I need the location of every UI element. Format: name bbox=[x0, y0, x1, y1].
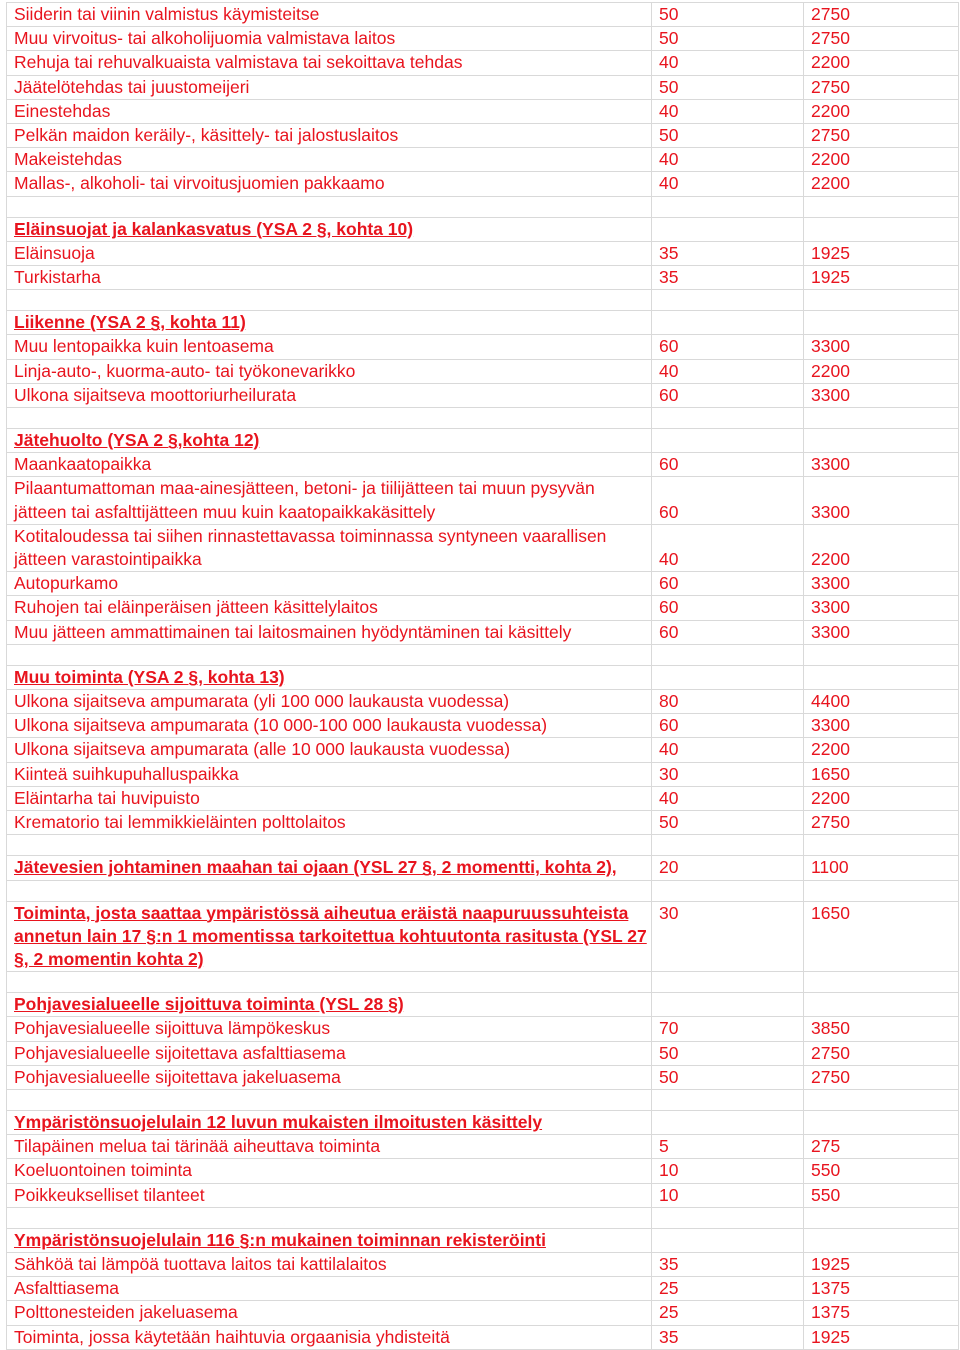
fee-hours-value: 50 bbox=[652, 1065, 804, 1089]
fee-euro-value: 2200 bbox=[804, 148, 959, 172]
spacer-row bbox=[7, 1207, 959, 1228]
activity-label: Pohjavesialueelle sijoitettava jakeluasema bbox=[7, 1065, 652, 1089]
spacer-cell bbox=[7, 644, 652, 665]
spacer-cell bbox=[804, 644, 959, 665]
section-heading: Liikenne (YSA 2 §, kohta 11) bbox=[7, 311, 652, 335]
spacer-cell bbox=[804, 1207, 959, 1228]
table-row bbox=[7, 75, 959, 99]
fee-euro-value bbox=[804, 1228, 959, 1252]
table-row bbox=[7, 359, 959, 383]
fee-hours-value: 60 bbox=[652, 714, 804, 738]
activity-label: Maankaatopaikka bbox=[7, 453, 652, 477]
spacer-cell bbox=[7, 196, 652, 217]
section-heading: Muu toiminta (YSA 2 §, kohta 13) bbox=[7, 665, 652, 689]
fee-euro-value: 3300 bbox=[804, 714, 959, 738]
section-heading-row bbox=[7, 429, 959, 453]
fee-hours-value: 10 bbox=[652, 1159, 804, 1183]
spacer-cell bbox=[652, 835, 804, 856]
spacer-cell bbox=[652, 880, 804, 901]
fee-euro-value bbox=[804, 993, 959, 1017]
fee-euro-value: 2750 bbox=[804, 75, 959, 99]
spacer-row bbox=[7, 408, 959, 429]
fee-hours-value: 40 bbox=[652, 786, 804, 810]
table-row bbox=[7, 524, 959, 571]
fee-hours-value: 50 bbox=[652, 3, 804, 27]
fee-hours-value: 25 bbox=[652, 1277, 804, 1301]
fee-hours-value: 70 bbox=[652, 1017, 804, 1041]
table-row bbox=[7, 1183, 959, 1207]
fee-hours-value: 50 bbox=[652, 75, 804, 99]
fee-euro-value bbox=[804, 217, 959, 241]
table-row bbox=[7, 124, 959, 148]
fee-euro-value: 1650 bbox=[804, 901, 959, 972]
table-row bbox=[7, 1252, 959, 1276]
activity-label: Pohjavesialueelle sijoittuva lämpökeskus bbox=[7, 1017, 652, 1041]
section-heading: Ympäristönsuojelulain 12 luvun mukaisten ilmoitusten käsittely bbox=[7, 1110, 652, 1134]
activity-label: Einestehdas bbox=[7, 99, 652, 123]
fee-hours-value: 35 bbox=[652, 1325, 804, 1349]
section-heading: Ympäristönsuojelulain 116 §:n mukainen toiminnan rekisteröinti bbox=[7, 1228, 652, 1252]
spacer-cell bbox=[7, 408, 652, 429]
spacer-cell bbox=[652, 290, 804, 311]
table-row bbox=[7, 714, 959, 738]
table-row bbox=[7, 477, 959, 524]
spacer-cell bbox=[804, 880, 959, 901]
fee-euro-value: 2200 bbox=[804, 524, 959, 571]
table-row bbox=[7, 266, 959, 290]
fee-hours-value: 40 bbox=[652, 359, 804, 383]
activity-label: Sähköä tai lämpöä tuottava laitos tai kattilalaitos bbox=[7, 1252, 652, 1276]
table-row bbox=[7, 1017, 959, 1041]
fee-euro-value: 1375 bbox=[804, 1301, 959, 1325]
fee-hours-value: 60 bbox=[652, 453, 804, 477]
fee-euro-value: 1925 bbox=[804, 1252, 959, 1276]
fee-euro-value: 3300 bbox=[804, 596, 959, 620]
fee-hours-value: 40 bbox=[652, 738, 804, 762]
activity-label: Poikkeukselliset tilanteet bbox=[7, 1183, 652, 1207]
spacer-cell bbox=[652, 408, 804, 429]
spacer-cell bbox=[7, 1207, 652, 1228]
section-heading-row bbox=[7, 311, 959, 335]
fee-euro-value: 2200 bbox=[804, 51, 959, 75]
spacer-cell bbox=[652, 1089, 804, 1110]
activity-label: Muu virvoitus- tai alkoholijuomia valmistava laitos bbox=[7, 27, 652, 51]
section-heading: Jätevesien johtaminen maahan tai ojaan (YSL 27 §, 2 momentti, kohta 2), bbox=[7, 856, 652, 880]
activity-label: Eläintarha tai huvipuisto bbox=[7, 786, 652, 810]
fee-euro-value: 275 bbox=[804, 1135, 959, 1159]
table-row bbox=[7, 383, 959, 407]
fee-euro-value: 2200 bbox=[804, 99, 959, 123]
fee-hours-value: 30 bbox=[652, 901, 804, 972]
table-row bbox=[7, 811, 959, 835]
activity-label: Makeistehdas bbox=[7, 148, 652, 172]
table-row bbox=[7, 690, 959, 714]
table-row bbox=[7, 172, 959, 196]
fee-euro-value: 1100 bbox=[804, 856, 959, 880]
section-heading-row bbox=[7, 665, 959, 689]
fee-euro-value: 3300 bbox=[804, 477, 959, 524]
fee-hours-value: 40 bbox=[652, 172, 804, 196]
section-heading-row bbox=[7, 993, 959, 1017]
spacer-row bbox=[7, 972, 959, 993]
activity-label: Ruhojen tai eläinperäisen jätteen käsittelylaitos bbox=[7, 596, 652, 620]
fee-hours-value: 35 bbox=[652, 241, 804, 265]
section-heading: Jätehuolto (YSA 2 §,kohta 12) bbox=[7, 429, 652, 453]
table-row bbox=[7, 620, 959, 644]
spacer-row bbox=[7, 880, 959, 901]
fee-hours-value: 60 bbox=[652, 335, 804, 359]
spacer-cell bbox=[804, 290, 959, 311]
fee-hours-value: 40 bbox=[652, 524, 804, 571]
fee-euro-value bbox=[804, 429, 959, 453]
fee-euro-value: 550 bbox=[804, 1183, 959, 1207]
spacer-cell bbox=[7, 972, 652, 993]
spacer-cell bbox=[7, 290, 652, 311]
fee-euro-value: 2200 bbox=[804, 359, 959, 383]
fee-hours-value: 40 bbox=[652, 51, 804, 75]
spacer-row bbox=[7, 1089, 959, 1110]
fee-hours-value: 20 bbox=[652, 856, 804, 880]
table-row bbox=[7, 1277, 959, 1301]
spacer-row bbox=[7, 196, 959, 217]
activity-label: Rehuja tai rehuvalkuaista valmistava tai sekoittava tehdas bbox=[7, 51, 652, 75]
fee-euro-value: 4400 bbox=[804, 690, 959, 714]
fee-euro-value: 2750 bbox=[804, 811, 959, 835]
table-row bbox=[7, 786, 959, 810]
fee-hours-value: 60 bbox=[652, 596, 804, 620]
section-heading-row bbox=[7, 217, 959, 241]
fee-euro-value: 1375 bbox=[804, 1277, 959, 1301]
fee-euro-value: 2750 bbox=[804, 3, 959, 27]
spacer-cell bbox=[7, 880, 652, 901]
activity-label: Ulkona sijaitseva moottoriurheilurata bbox=[7, 383, 652, 407]
fee-hours-value bbox=[652, 1110, 804, 1134]
spacer-cell bbox=[7, 835, 652, 856]
activity-label: Eläinsuoja bbox=[7, 241, 652, 265]
table-row bbox=[7, 3, 959, 27]
fee-euro-value: 1925 bbox=[804, 1325, 959, 1349]
activity-label: Muu lentopaikka kuin lentoasema bbox=[7, 335, 652, 359]
fee-euro-value: 1925 bbox=[804, 241, 959, 265]
fee-euro-value: 1650 bbox=[804, 762, 959, 786]
table-row bbox=[7, 1325, 959, 1349]
activity-label: Ulkona sijaitseva ampumarata (yli 100 000 laukausta vuodessa) bbox=[7, 690, 652, 714]
fee-hours-value bbox=[652, 429, 804, 453]
table-row bbox=[7, 148, 959, 172]
section-heading: Eläinsuojat ja kalankasvatus (YSA 2 §, kohta 10) bbox=[7, 217, 652, 241]
fee-hours-value: 60 bbox=[652, 477, 804, 524]
section-heading-row bbox=[7, 1110, 959, 1134]
fee-hours-value: 35 bbox=[652, 266, 804, 290]
table-row bbox=[7, 738, 959, 762]
activity-label: Toiminta, jossa käytetään haihtuvia orgaanisia yhdisteitä bbox=[7, 1325, 652, 1349]
fee-hours-value bbox=[652, 993, 804, 1017]
spacer-cell bbox=[804, 408, 959, 429]
fee-hours-value: 50 bbox=[652, 27, 804, 51]
table-row bbox=[7, 453, 959, 477]
fee-hours-value: 60 bbox=[652, 572, 804, 596]
fee-euro-value: 3300 bbox=[804, 620, 959, 644]
fee-table bbox=[6, 2, 959, 1350]
spacer-cell bbox=[652, 644, 804, 665]
fee-hours-value: 40 bbox=[652, 148, 804, 172]
fee-hours-value: 35 bbox=[652, 1252, 804, 1276]
table-row bbox=[7, 762, 959, 786]
spacer-cell bbox=[652, 972, 804, 993]
table-row bbox=[7, 335, 959, 359]
fee-hours-value: 40 bbox=[652, 99, 804, 123]
activity-label: Linja-auto-, kuorma-auto- tai työkonevarikko bbox=[7, 359, 652, 383]
fee-table-body bbox=[7, 3, 959, 1350]
spacer-cell bbox=[652, 196, 804, 217]
spacer-row bbox=[7, 290, 959, 311]
spacer-cell bbox=[804, 196, 959, 217]
activity-label: Pohjavesialueelle sijoitettava asfalttiasema bbox=[7, 1041, 652, 1065]
table-row bbox=[7, 51, 959, 75]
activity-label: Kiinteä suihkupuhalluspaikka bbox=[7, 762, 652, 786]
fee-hours-value: 25 bbox=[652, 1301, 804, 1325]
section-heading: Toiminta, josta saattaa ympäristössä aiheutua eräistä naapuruussuhteista annetun lain 17 §:n 1 momentissa tarkoitettua kohtuutonta rasitusta (YSL 27 §, 2 momentin kohta 2) bbox=[7, 901, 652, 972]
fee-hours-value: 50 bbox=[652, 811, 804, 835]
spacer-row bbox=[7, 644, 959, 665]
activity-label: Polttonesteiden jakeluasema bbox=[7, 1301, 652, 1325]
fee-hours-value bbox=[652, 311, 804, 335]
table-row bbox=[7, 1065, 959, 1089]
fee-euro-value bbox=[804, 1110, 959, 1134]
table-row bbox=[7, 1041, 959, 1065]
fee-euro-value: 550 bbox=[804, 1159, 959, 1183]
fee-euro-value: 2750 bbox=[804, 124, 959, 148]
table-row bbox=[7, 99, 959, 123]
spacer-cell bbox=[804, 972, 959, 993]
activity-label: Koeluontoinen toiminta bbox=[7, 1159, 652, 1183]
table-row bbox=[7, 241, 959, 265]
fee-hours-value bbox=[652, 1228, 804, 1252]
fee-hours-value: 30 bbox=[652, 762, 804, 786]
table-row bbox=[7, 1159, 959, 1183]
activity-label: Muu jätteen ammattimainen tai laitosmainen hyödyntäminen tai käsittely bbox=[7, 620, 652, 644]
section-heading-row bbox=[7, 901, 959, 972]
activity-label: Turkistarha bbox=[7, 266, 652, 290]
fee-euro-value bbox=[804, 665, 959, 689]
fee-hours-value: 50 bbox=[652, 124, 804, 148]
fee-euro-value: 2200 bbox=[804, 172, 959, 196]
activity-label: Ulkona sijaitseva ampumarata (10 000-100 000 laukausta vuodessa) bbox=[7, 714, 652, 738]
spacer-cell bbox=[652, 1207, 804, 1228]
fee-hours-value: 50 bbox=[652, 1041, 804, 1065]
fee-euro-value bbox=[804, 311, 959, 335]
activity-label: Ulkona sijaitseva ampumarata (alle 10 000 laukausta vuodessa) bbox=[7, 738, 652, 762]
section-heading-row bbox=[7, 856, 959, 880]
section-heading: Pohjavesialueelle sijoittuva toiminta (YSL 28 §) bbox=[7, 993, 652, 1017]
fee-hours-value: 60 bbox=[652, 383, 804, 407]
fee-euro-value: 1925 bbox=[804, 266, 959, 290]
fee-hours-value bbox=[652, 665, 804, 689]
spacer-cell bbox=[7, 1089, 652, 1110]
table-row bbox=[7, 27, 959, 51]
table-row bbox=[7, 572, 959, 596]
spacer-cell bbox=[804, 1089, 959, 1110]
spacer-cell bbox=[804, 835, 959, 856]
fee-euro-value: 2750 bbox=[804, 27, 959, 51]
fee-hours-value: 10 bbox=[652, 1183, 804, 1207]
activity-label: Krematorio tai lemmikkieläinten polttolaitos bbox=[7, 811, 652, 835]
fee-euro-value: 3300 bbox=[804, 453, 959, 477]
activity-label: Pilaantumattoman maa-ainesjätteen, betoni- ja tiilijätteen tai muun pysyvän jätteen tai asfalttijätteen muu kuin kaatopaikkakäsittely bbox=[7, 477, 652, 524]
activity-label: Mallas-, alkoholi- tai virvoitusjuomien pakkaamo bbox=[7, 172, 652, 196]
table-row bbox=[7, 1301, 959, 1325]
fee-hours-value: 5 bbox=[652, 1135, 804, 1159]
fee-euro-value: 3300 bbox=[804, 572, 959, 596]
fee-hours-value: 60 bbox=[652, 620, 804, 644]
fee-hours-value bbox=[652, 217, 804, 241]
activity-label: Jäätelötehdas tai juustomeijeri bbox=[7, 75, 652, 99]
fee-euro-value: 3300 bbox=[804, 335, 959, 359]
fee-euro-value: 2200 bbox=[804, 738, 959, 762]
table-row bbox=[7, 596, 959, 620]
activity-label: Siiderin tai viinin valmistus käymisteitse bbox=[7, 3, 652, 27]
fee-euro-value: 3850 bbox=[804, 1017, 959, 1041]
activity-label: Asfalttiasema bbox=[7, 1277, 652, 1301]
fee-euro-value: 3300 bbox=[804, 383, 959, 407]
spacer-row bbox=[7, 835, 959, 856]
fee-euro-value: 2750 bbox=[804, 1041, 959, 1065]
activity-label: Pelkän maidon keräily-, käsittely- tai jalostuslaitos bbox=[7, 124, 652, 148]
fee-euro-value: 2200 bbox=[804, 786, 959, 810]
table-row bbox=[7, 1135, 959, 1159]
activity-label: Autopurkamo bbox=[7, 572, 652, 596]
activity-label: Kotitaloudessa tai siihen rinnastettavassa toiminnassa syntyneen vaarallisen jätteen varastointipaikka bbox=[7, 524, 652, 571]
section-heading-row bbox=[7, 1228, 959, 1252]
fee-euro-value: 2750 bbox=[804, 1065, 959, 1089]
fee-hours-value: 80 bbox=[652, 690, 804, 714]
activity-label: Tilapäinen melua tai tärinää aiheuttava toiminta bbox=[7, 1135, 652, 1159]
